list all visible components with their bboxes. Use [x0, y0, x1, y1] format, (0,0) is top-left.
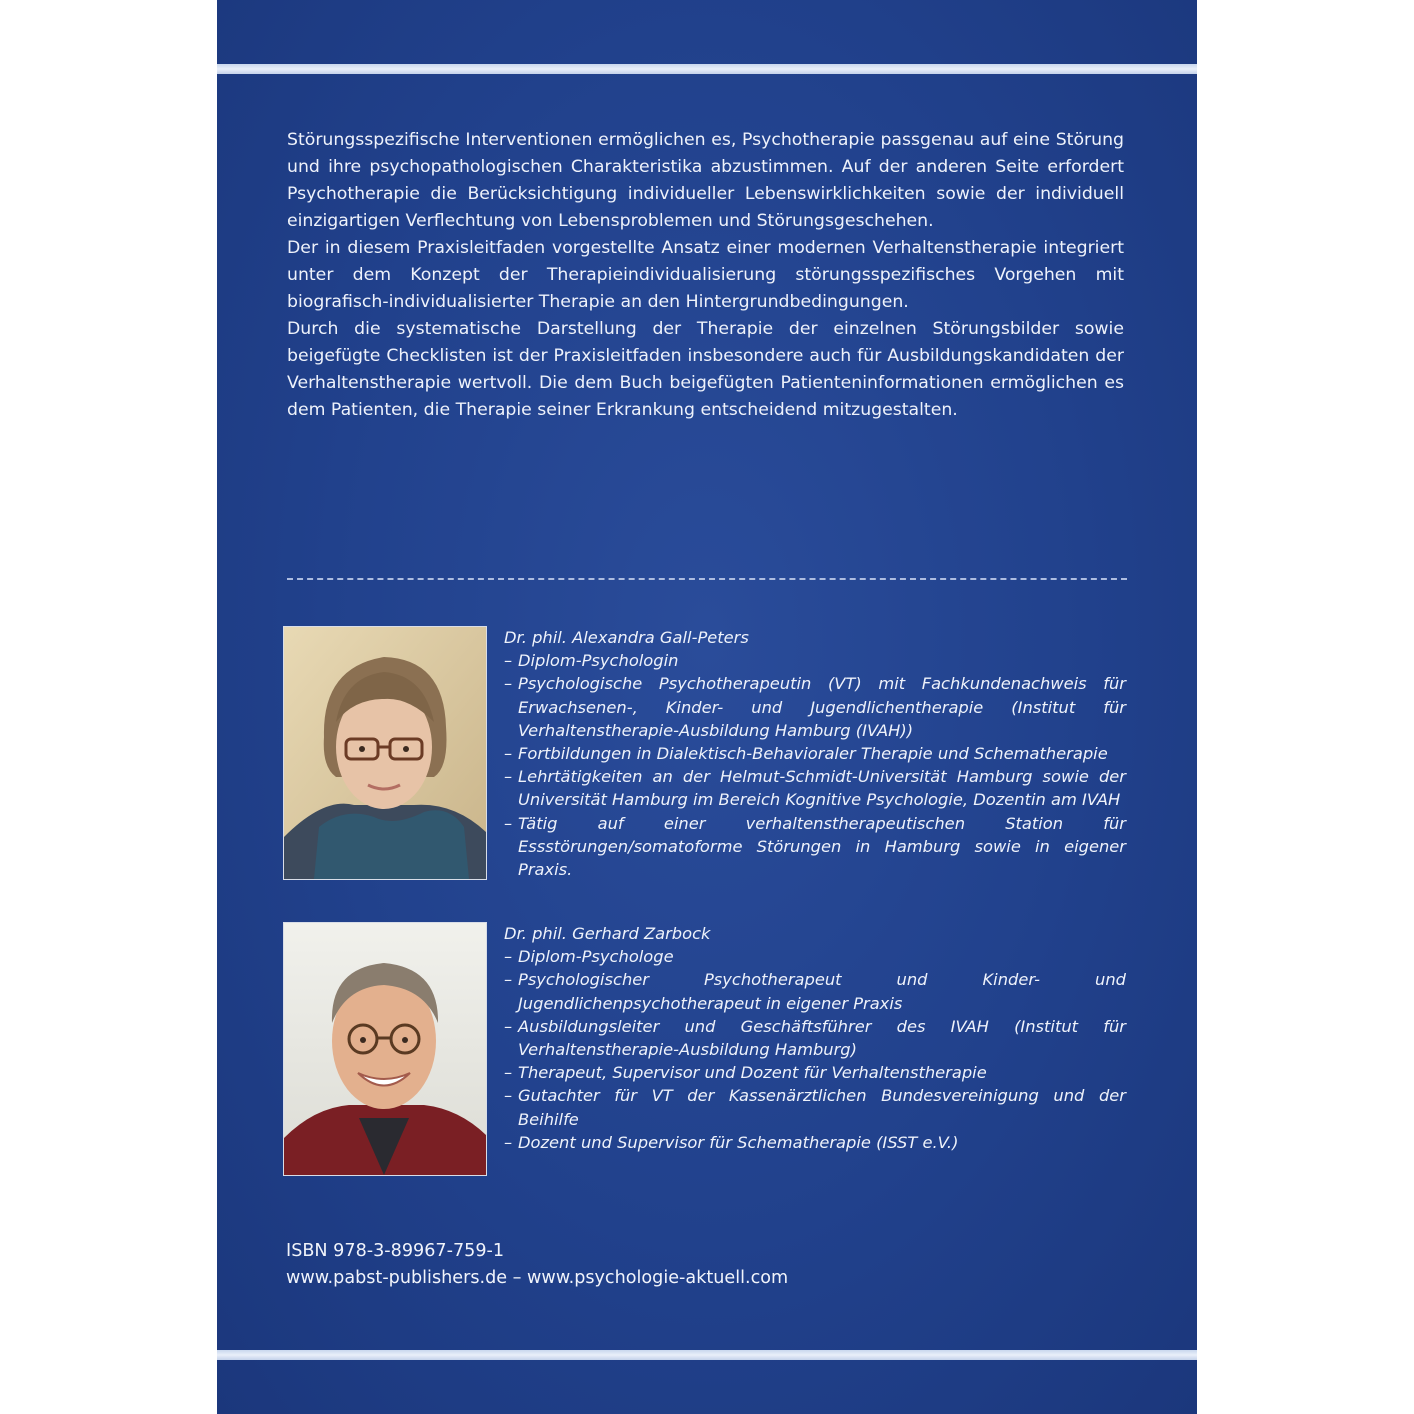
- credential-item: – Psychologische Psychotherapeutin (VT) mit Fachkundenachweis für Erwachsenen-, Kinder- und Jugendlichentherapie (Institut für Verhaltenstherapie-Ausbildung Hamburg (IVAH)): [504, 674, 1126, 740]
- credential-text: Diplom-Psychologin: [518, 651, 679, 671]
- credential-text: Ausbildungsleiter und Geschäftsführer des IVAH (Institut für Verhaltenstherapie-Ausbildung Hamburg): [518, 1016, 1126, 1060]
- author-bio-gall-peters: [504, 626, 1126, 881]
- author-bio-zarbock: [504, 922, 1126, 1154]
- credential-text: Dozent und Supervisor für Schematherapie (ISST e.V.): [518, 1132, 959, 1152]
- credential-item: – Psychologischer Psychotherapeut und Kinder- und Jugendlichenpsychotherapeut in eigener Praxis: [504, 970, 1126, 1013]
- blurb-paragraph-1: Störungsspezifische Interventionen ermöglichen es, Psychotherapie passgenau auf eine Störung und ihre psychopathologischen Charakteristika abzustimmen. Auf der anderen Seite erfordert Psychotherapie die Berücksichtigung individueller Lebenswirklichkeiten sowie der individuell einzigartigen Verflechtung von Lebensproblemen und Störungsgeschehen.: [287, 130, 1124, 231]
- credential-text: Therapeut, Supervisor und Dozent für Verhaltenstherapie: [518, 1063, 987, 1083]
- blurb-paragraph-2: Der in diesem Praxisleitfaden vorgestellte Ansatz einer modernen Verhaltenstherapie integriert unter dem Konzept der Therapieindividualisierung störungsspezifisches Vorgehen mit biografisch-individualisierter Therapie an den Hintergrundbedingungen.: [287, 238, 1124, 312]
- credential-item: – Therapeut, Supervisor und Dozent für Verhaltenstherapie: [504, 1063, 987, 1083]
- credential-text: Fortbildungen in Dialektisch-Behavioraler Therapie und Schematherapie: [518, 744, 1108, 764]
- author-credentials-list: [504, 945, 1126, 1154]
- credential-item: – Ausbildungsleiter und Geschäftsführer des IVAH (Institut für Verhaltenstherapie-Ausbildung Hamburg): [504, 1016, 1126, 1060]
- author-name: Dr. phil. Alexandra Gall-Peters: [504, 628, 749, 647]
- credential-item: – Lehrtätigkeiten an der Helmut-Schmidt-Universität Hamburg sowie der Universität Hamburg im Bereich Kognitive Psychologie, Dozentin am IVAH: [504, 767, 1126, 810]
- credential-text: Psychologischer Psychotherapeut und Kinder- und Jugendlichenpsychotherapeut in eigener Praxis: [518, 970, 1126, 1013]
- credential-item: – Fortbildungen in Dialektisch-Behavioraler Therapie und Schematherapie: [504, 744, 1108, 764]
- author-photo-gall-peters: [283, 626, 487, 880]
- publisher-websites: www.pabst-publishers.de – www.psychologie-aktuell.com: [286, 1268, 789, 1288]
- credential-item: – Gutachter für VT der Kassenärztlichen Bundesvereinigung und der Beihilfe: [504, 1086, 1126, 1129]
- credential-text: Diplom-Psychologe: [518, 947, 674, 967]
- credential-text: Gutachter für VT der Kassenärztlichen Bundesvereinigung und der Beihilfe: [518, 1086, 1126, 1129]
- blurb-text: [287, 127, 1124, 424]
- isbn-number: ISBN 978-3-89967-759-1: [286, 1241, 505, 1261]
- author-credentials-list: [504, 649, 1126, 881]
- top-stripe: [217, 64, 1197, 74]
- bottom-stripe: [217, 1350, 1197, 1360]
- credential-text: Lehrtätigkeiten an der Helmut-Schmidt-Universität Hamburg sowie der Universität Hamburg im Bereich Kognitive Psychologie, Dozentin am IVAH: [518, 767, 1126, 810]
- publication-info: [286, 1238, 788, 1292]
- dashed-divider: [287, 578, 1127, 580]
- credential-item: – Tätig auf einer verhaltenstherapeutischen Station für Essstörungen/somatoforme Störungen in Hamburg sowie in eigener Praxis.: [504, 813, 1126, 880]
- book-back-cover: [217, 0, 1197, 1414]
- credential-text: Psychologische Psychotherapeutin (VT) mit Fachkundenachweis für Erwachsenen-, Kinder- und Jugendlichentherapie (Institut für Verhaltenstherapie-Ausbildung Hamburg (IVAH)): [518, 674, 1126, 740]
- credential-item: – Dozent und Supervisor für Schematherapie (ISST e.V.): [504, 1132, 959, 1152]
- credential-item: – Diplom-Psychologe: [504, 947, 674, 967]
- blurb-paragraph-3: Durch die systematische Darstellung der Therapie der einzelnen Störungsbilder sowie beigefügte Checklisten ist der Praxisleitfaden insbesondere auch für Ausbildungskandidaten der Verhaltenstherapie wertvoll. Die dem Buch beigefügten Patienteninformationen ermöglichen es dem Patienten, die Therapie seiner Erkrankung entscheidend mitzugestalten.: [287, 319, 1124, 420]
- author-name: Dr. phil. Gerhard Zarbock: [504, 924, 711, 943]
- author-photo-zarbock: [283, 922, 487, 1176]
- credential-item: – Diplom-Psychologin: [504, 651, 679, 671]
- credential-text: Tätig auf einer verhaltenstherapeutischen Station für Essstörungen/somatoforme Störungen in Hamburg sowie in eigener Praxis.: [518, 813, 1126, 880]
